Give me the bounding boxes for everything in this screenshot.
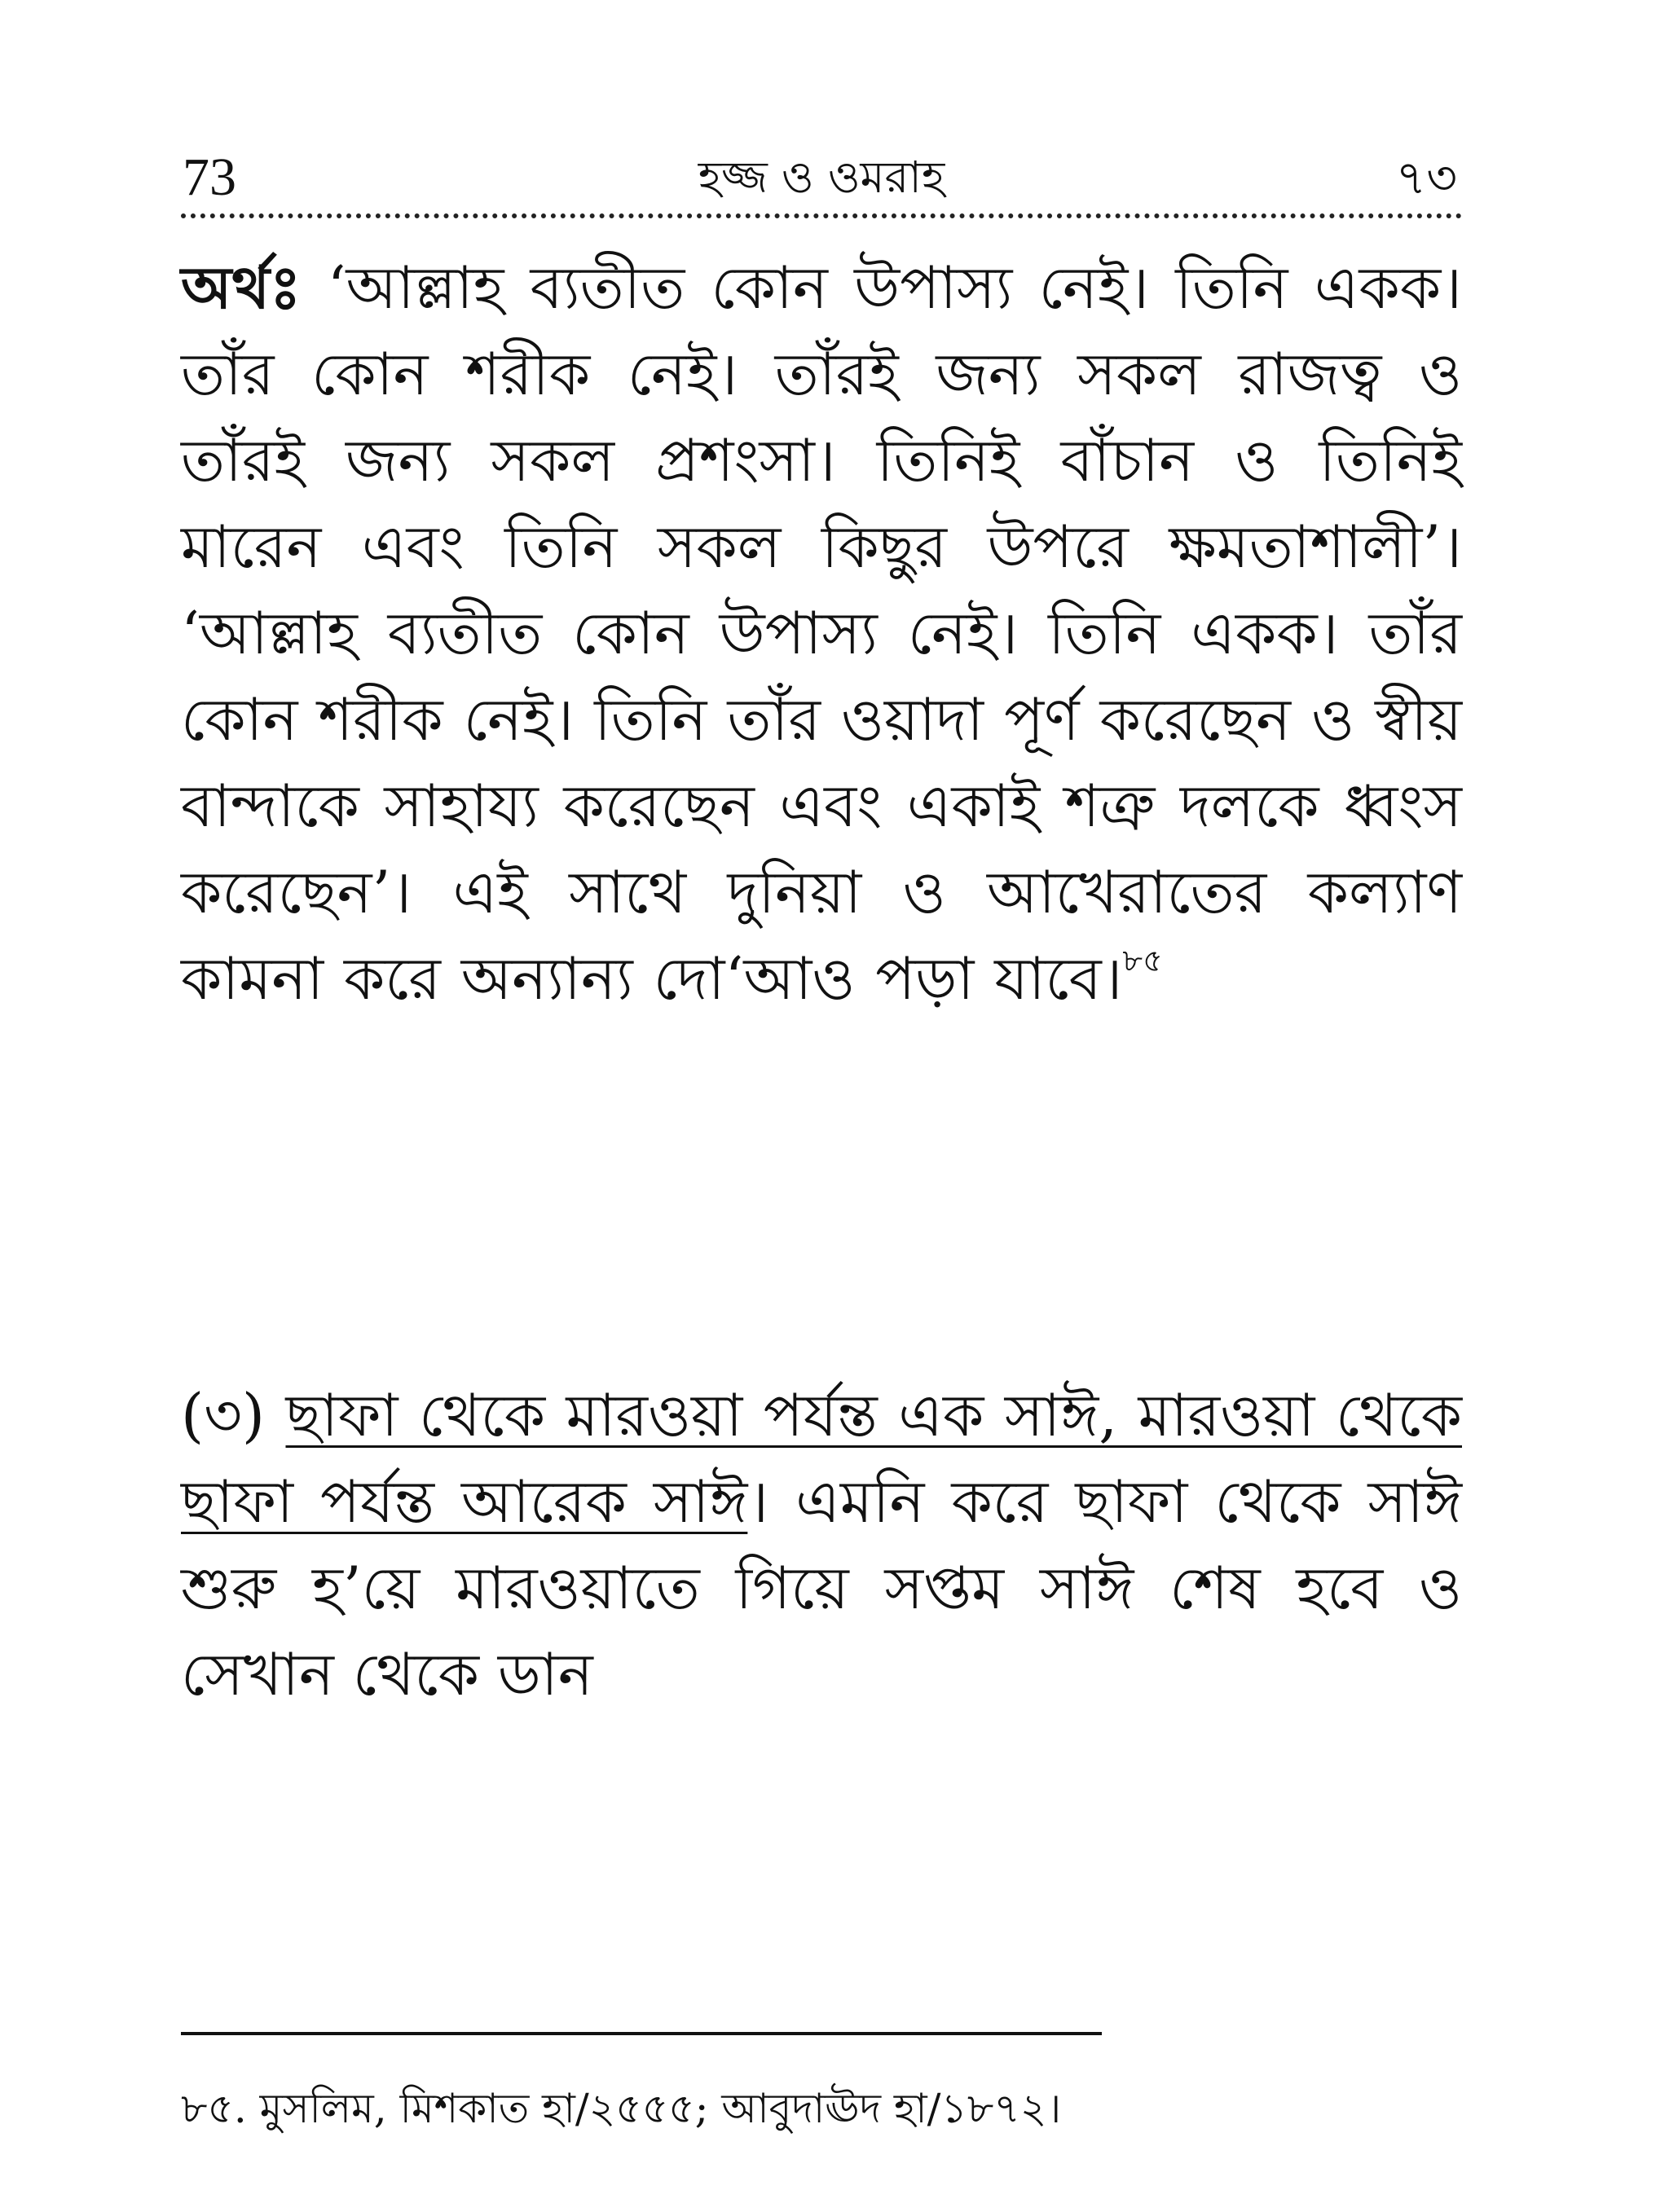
section-rest-text: । এমনি করে ছাফা থেকে সাঈ শুরু হ’য়ে মারওয়াতে গিয়ে সপ্তম সাঈ শেষ হবে ও সেখান থেকে ডান (181, 1467, 1462, 1708)
book-page (181, 0, 1462, 2212)
footnote-divider (181, 2032, 1102, 2035)
footnote-reference[interactable]: ৮৫ (1122, 943, 1163, 978)
page-number-latin: 73 (183, 147, 236, 207)
meaning-label: অর্থঃ (181, 253, 302, 322)
meaning-paragraph (181, 244, 1462, 1022)
running-header (181, 145, 1462, 210)
section-paragraph (181, 1372, 1462, 1717)
header-dotted-rule (181, 213, 1462, 218)
section-underlined-text: ছাফা থেকে মারওয়া পর্যন্ত এক সাঈ, মারওয়া থেকে ছাফা পর্যন্ত আরেক সাঈ (181, 1381, 1462, 1536)
book-title: হজ্জ ও ওমরাহ (698, 152, 945, 203)
section-number: (৩) (181, 1381, 265, 1449)
meaning-text: ‘আল্লাহ ব্যতীত কোন উপাস্য নেই। তিনি একক। তাঁর কোন শরীক নেই। তাঁরই জন্য সকল রাজত্ব ও তাঁরই জন্য সকল প্রশংসা। তিনিই বাঁচান ও তিনিই মারেন এবং তিনি সকল কিছুর উপরে ক্ষমতাশালী’। ‘আল্লাহ ব্যতীত কোন উপাস্য নেই। তিনি একক। তাঁর কোন শরীক নেই। তিনি তাঁর ওয়াদা পূর্ণ করেছেন ও স্বীয় বান্দাকে সাহায্য করেছেন এবং একাই শত্রু দলকে ধ্বংস করেছেন’। এই সাথে দুনিয়া ও আখেরাতের কল্যাণ কামনা করে অন্যান্য দো‘আও পড়া যাবে। (181, 253, 1462, 1013)
page-number-bengali: ৭৩ (1395, 150, 1457, 205)
footnote: ৮৫. মুসলিম, মিশকাত হা/২৫৫৫; আবুদাঊদ হা/১৮৭২। (181, 2085, 1062, 2132)
